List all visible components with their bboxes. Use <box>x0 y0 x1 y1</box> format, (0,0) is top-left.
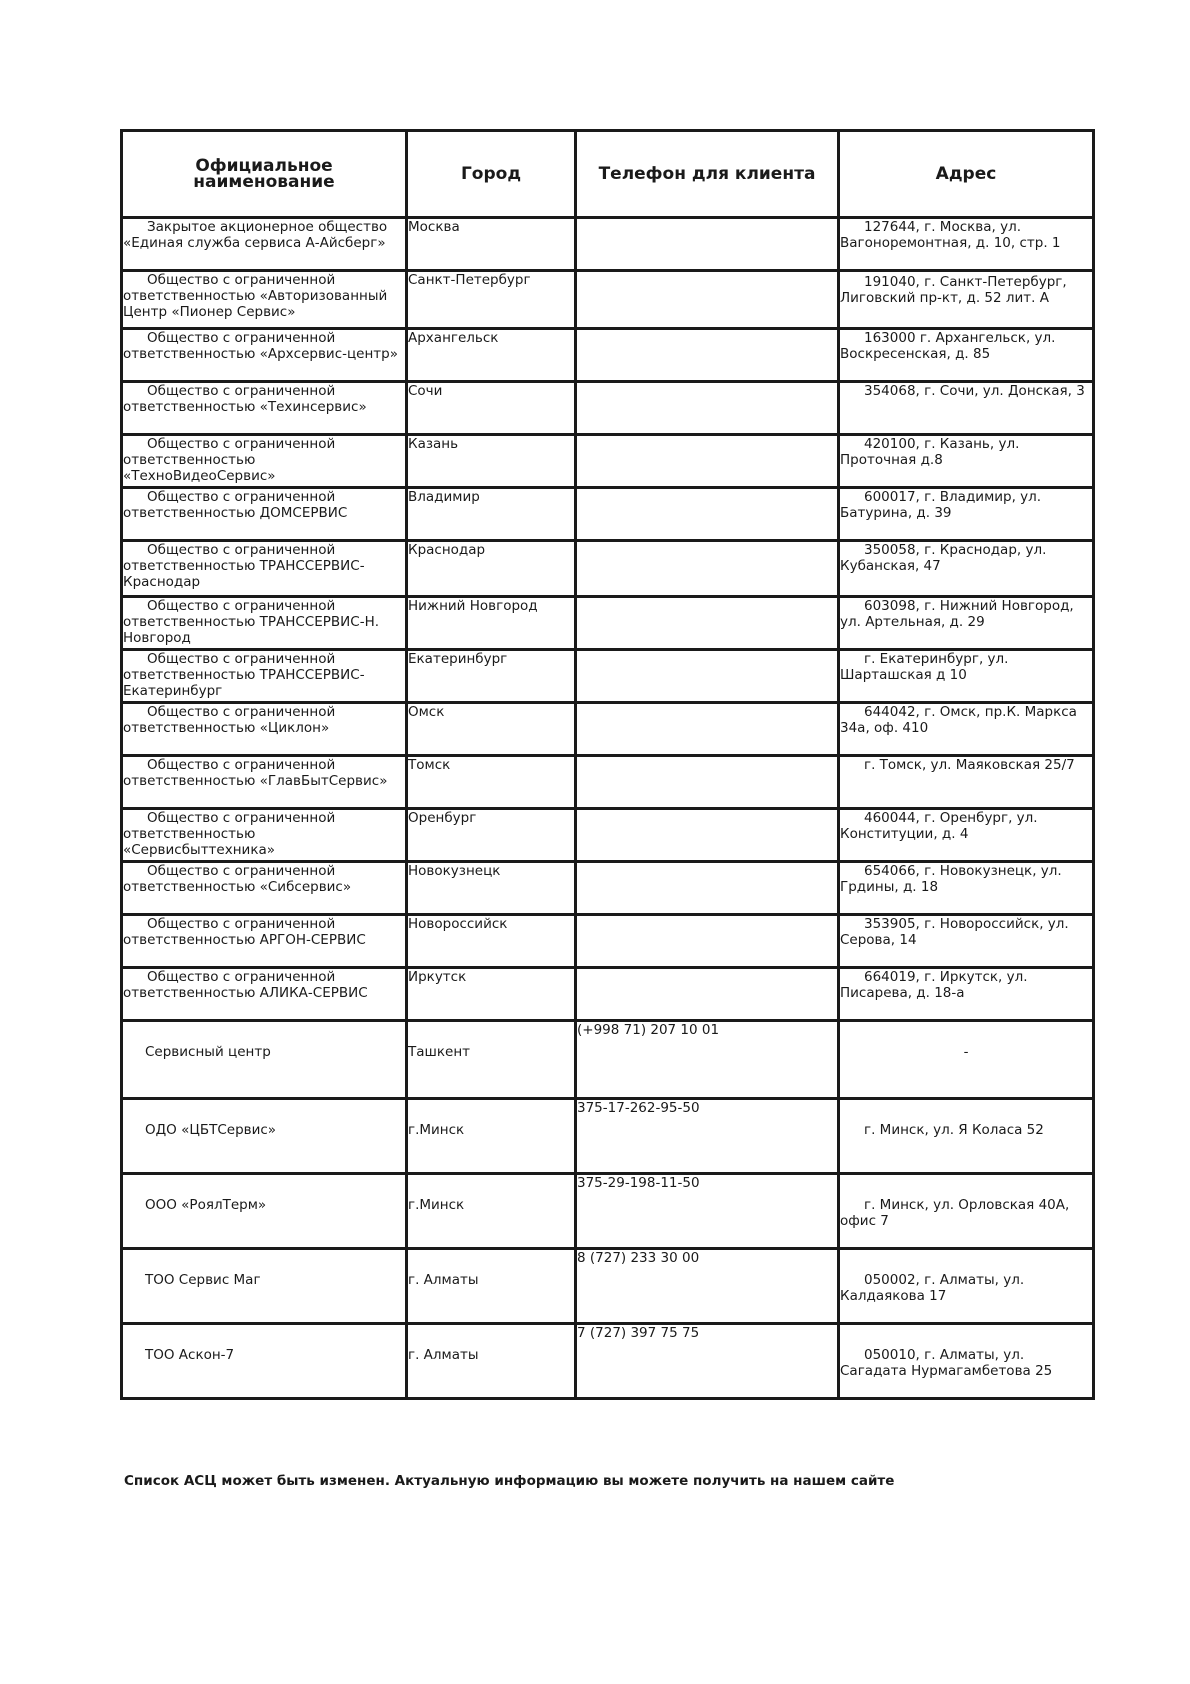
cell-phone: 375-17-262-95-50 <box>576 1099 839 1174</box>
cell-city: Нижний Новгород <box>407 597 576 650</box>
cell-name: Общество с ограниченной ответственностью «ТехноВидеоСервис» <box>122 435 407 488</box>
cell-name: Общество с ограниченной ответственностью «Сибсервис» <box>122 862 407 915</box>
table-row <box>122 271 1094 329</box>
table-row <box>122 435 1094 488</box>
cell-city: Ташкент <box>407 1021 576 1099</box>
cell-phone <box>576 382 839 435</box>
cell-city: Новокузнецк <box>407 862 576 915</box>
cell-address: 460044, г. Оренбург, ул. Конституции, д. 4 <box>839 809 1094 862</box>
cell-name: Сервисный центр <box>122 1021 407 1099</box>
cell-city: Санкт-Петербург <box>407 271 576 329</box>
cell-city: Сочи <box>407 382 576 435</box>
cell-phone: 7 (727) 397 75 75 <box>576 1324 839 1399</box>
table-row <box>122 1249 1094 1324</box>
cell-address: 644042, г. Омск, пр.К. Маркса 34а, оф. 410 <box>839 703 1094 756</box>
cell-address: 654066, г. Новокузнецк, ул. Грдины, д. 18 <box>839 862 1094 915</box>
cell-city: Краснодар <box>407 541 576 597</box>
service-centers-table <box>120 129 1095 1400</box>
cell-name: Общество с ограниченной ответственностью ТРАНССЕРВИС-Екатеринбург <box>122 650 407 703</box>
cell-name: ООО «РоялТерм» <box>122 1174 407 1249</box>
cell-city: Иркутск <box>407 968 576 1021</box>
header-phone: Телефон для клиента <box>576 131 839 218</box>
cell-address: 603098, г. Нижний Новгород, ул. Артельная, д. 29 <box>839 597 1094 650</box>
cell-city: Москва <box>407 218 576 271</box>
cell-phone: 8 (727) 233 30 00 <box>576 1249 839 1324</box>
cell-name: Общество с ограниченной ответственностью «Авторизованный Центр «Пионер Сервис» <box>122 271 407 329</box>
header-name: Официальное наименование <box>122 131 407 218</box>
cell-address: 191040, г. Санкт-Петербург, Лиговский пр-кт, д. 52 лит. А <box>839 271 1094 329</box>
cell-city: Томск <box>407 756 576 809</box>
table-row <box>122 1099 1094 1174</box>
cell-name: Общество с ограниченной ответственностью «Циклон» <box>122 703 407 756</box>
cell-phone <box>576 650 839 703</box>
cell-city: Архангельск <box>407 329 576 382</box>
table-row <box>122 488 1094 541</box>
table-row <box>122 597 1094 650</box>
header-address: Адрес <box>839 131 1094 218</box>
cell-address: 664019, г. Иркутск, ул. Писарева, д. 18-а <box>839 968 1094 1021</box>
cell-address: г. Минск, ул. Орловская 40А, офис 7 <box>839 1174 1094 1249</box>
cell-name: ТОО Сервис Маг <box>122 1249 407 1324</box>
footnote: Список АСЦ может быть изменен. Актуальную информацию вы можете получить на нашем сайте <box>124 1473 895 1489</box>
table-header-row <box>122 131 1094 218</box>
cell-city: Казань <box>407 435 576 488</box>
cell-city: г. Алматы <box>407 1324 576 1399</box>
cell-phone: (+998 71) 207 10 01 <box>576 1021 839 1099</box>
cell-city: Омск <box>407 703 576 756</box>
cell-phone <box>576 329 839 382</box>
cell-address: - <box>839 1021 1094 1099</box>
cell-phone <box>576 541 839 597</box>
cell-phone: 375-29-198-11-50 <box>576 1174 839 1249</box>
cell-city: г.Минск <box>407 1174 576 1249</box>
cell-name: ТОО Аскон-7 <box>122 1324 407 1399</box>
cell-name: Общество с ограниченной ответственностью АРГОН-СЕРВИС <box>122 915 407 968</box>
cell-phone <box>576 809 839 862</box>
table-row <box>122 329 1094 382</box>
table-row <box>122 862 1094 915</box>
cell-address: 163000 г. Архангельск, ул. Воскресенская, д. 85 <box>839 329 1094 382</box>
cell-address: г. Минск, ул. Я Коласа 52 <box>839 1099 1094 1174</box>
table-row <box>122 382 1094 435</box>
table-row <box>122 968 1094 1021</box>
cell-phone <box>576 703 839 756</box>
table-row <box>122 650 1094 703</box>
cell-name: Общество с ограниченной ответственностью «Техинсервис» <box>122 382 407 435</box>
cell-phone <box>576 488 839 541</box>
table-row <box>122 1324 1094 1399</box>
cell-name: Общество с ограниченной ответственностью «Архсервис-центр» <box>122 329 407 382</box>
cell-address: 354068, г. Сочи, ул. Донская, 3 <box>839 382 1094 435</box>
table-row <box>122 1021 1094 1099</box>
cell-city: Владимир <box>407 488 576 541</box>
cell-city: Оренбург <box>407 809 576 862</box>
cell-name: Общество с ограниченной ответственностью «ГлавБытСервис» <box>122 756 407 809</box>
cell-name: Общество с ограниченной ответственностью АЛИКА-СЕРВИС <box>122 968 407 1021</box>
table-row <box>122 756 1094 809</box>
cell-phone <box>576 862 839 915</box>
cell-name: ОДО «ЦБТСервис» <box>122 1099 407 1174</box>
cell-city: г. Алматы <box>407 1249 576 1324</box>
table-row <box>122 915 1094 968</box>
table-row <box>122 218 1094 271</box>
table-row <box>122 1174 1094 1249</box>
cell-address: 350058, г. Краснодар, ул. Кубанская, 47 <box>839 541 1094 597</box>
cell-phone <box>576 597 839 650</box>
cell-address: г. Томск, ул. Маяковская 25/7 <box>839 756 1094 809</box>
cell-address: 600017, г. Владимир, ул. Батурина, д. 39 <box>839 488 1094 541</box>
cell-phone <box>576 435 839 488</box>
cell-address: 420100, г. Казань, ул. Проточная д.8 <box>839 435 1094 488</box>
header-city: Город <box>407 131 576 218</box>
cell-name: Закрытое акционерное общество «Единая служба сервиса А-Айсберг» <box>122 218 407 271</box>
cell-name: Общество с ограниченной ответственностью ТРАНССЕРВИС-Н. Новгород <box>122 597 407 650</box>
cell-city: Новороссийск <box>407 915 576 968</box>
cell-phone <box>576 218 839 271</box>
cell-address: 050010, г. Алматы, ул. Сагадата Нурмагамбетова 25 <box>839 1324 1094 1399</box>
table-row <box>122 541 1094 597</box>
cell-phone <box>576 915 839 968</box>
cell-phone <box>576 968 839 1021</box>
cell-city: г.Минск <box>407 1099 576 1174</box>
table-row <box>122 703 1094 756</box>
cell-address: 050002, г. Алматы, ул. Калдаякова 17 <box>839 1249 1094 1324</box>
cell-name: Общество с ограниченной ответственностью «Сервисбыттехника» <box>122 809 407 862</box>
cell-city: Екатеринбург <box>407 650 576 703</box>
cell-address: 127644, г. Москва, ул. Вагоноремонтная, д. 10, стр. 1 <box>839 218 1094 271</box>
cell-name: Общество с ограниченной ответственностью ДОМСЕРВИС <box>122 488 407 541</box>
table-row <box>122 809 1094 862</box>
cell-address: г. Екатеринбург, ул. Шарташская д 10 <box>839 650 1094 703</box>
cell-phone <box>576 756 839 809</box>
cell-address: 353905, г. Новороссийск, ул. Серова, 14 <box>839 915 1094 968</box>
cell-name: Общество с ограниченной ответственностью ТРАНССЕРВИС-Краснодар <box>122 541 407 597</box>
cell-phone <box>576 271 839 329</box>
